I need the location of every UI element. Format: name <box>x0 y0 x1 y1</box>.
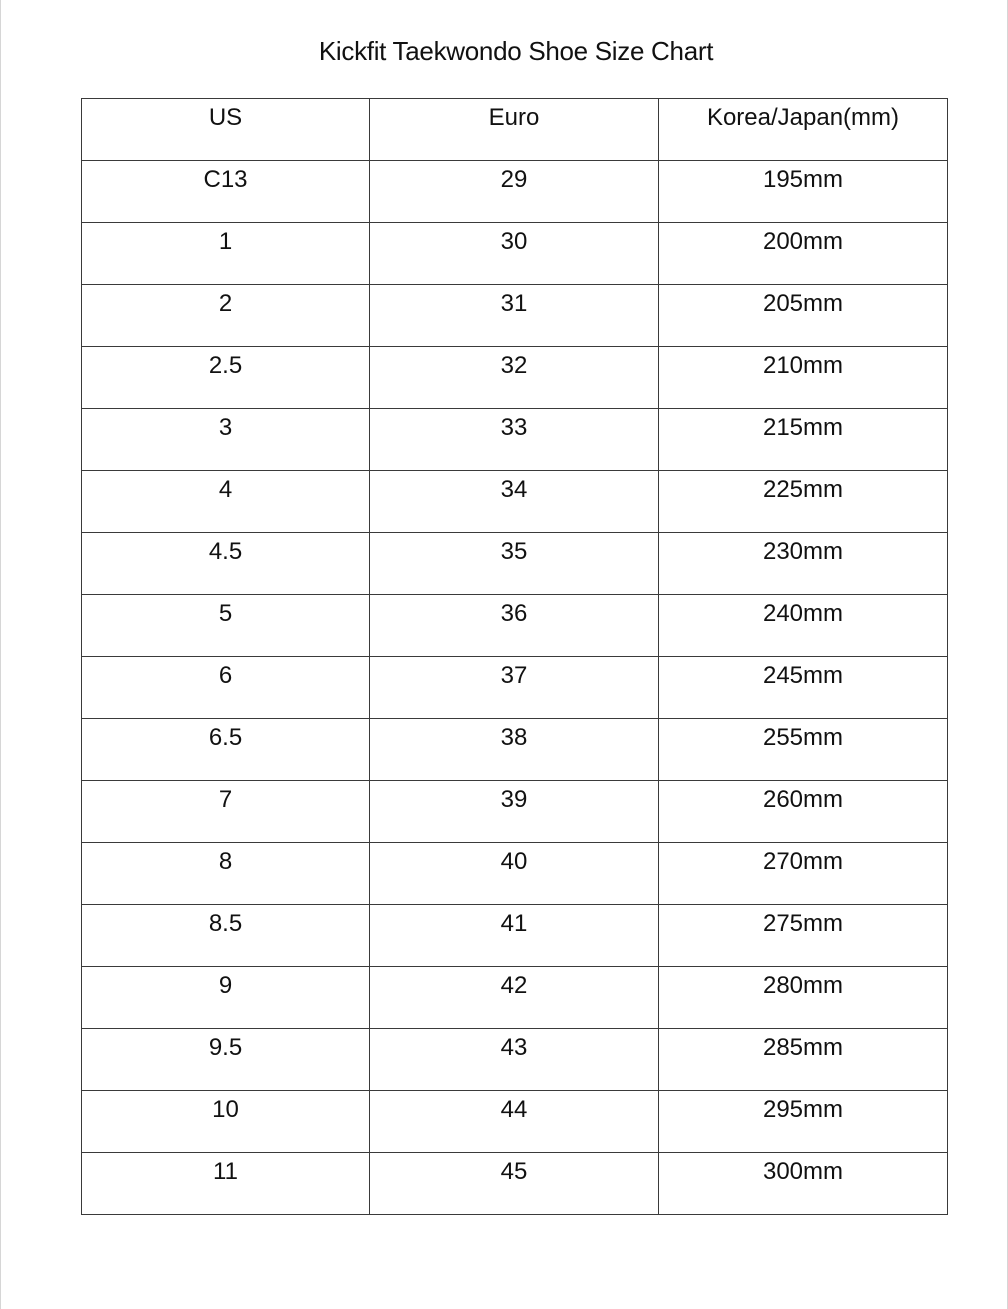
header-us: US <box>82 99 370 161</box>
header-euro: Euro <box>370 99 659 161</box>
korea-japan-size-cell: 230mm <box>659 533 948 595</box>
korea-japan-size-cell: 275mm <box>659 905 948 967</box>
us-size-cell: 8 <box>82 843 370 905</box>
us-size-cell: 1 <box>82 223 370 285</box>
euro-size-cell: 37 <box>370 657 659 719</box>
us-size-cell: 3 <box>82 409 370 471</box>
korea-japan-size-cell: 195mm <box>659 161 948 223</box>
euro-size-cell: 39 <box>370 781 659 843</box>
table-row <box>82 533 948 595</box>
table-row <box>82 471 948 533</box>
korea-japan-size-cell: 300mm <box>659 1153 948 1215</box>
table-row <box>82 161 948 223</box>
table-row <box>82 781 948 843</box>
us-size-cell: 7 <box>82 781 370 843</box>
euro-size-cell: 44 <box>370 1091 659 1153</box>
us-size-cell: 2 <box>82 285 370 347</box>
korea-japan-size-cell: 215mm <box>659 409 948 471</box>
page-title: Kickfit Taekwondo Shoe Size Chart <box>318 36 714 66</box>
korea-japan-size-cell: 200mm <box>659 223 948 285</box>
korea-japan-size-cell: 295mm <box>659 1091 948 1153</box>
table-row <box>82 843 948 905</box>
korea-japan-size-cell: 255mm <box>659 719 948 781</box>
us-size-cell: 2.5 <box>82 347 370 409</box>
table-row <box>82 595 948 657</box>
euro-size-cell: 38 <box>370 719 659 781</box>
header-row <box>82 99 948 161</box>
korea-japan-size-cell: 280mm <box>659 967 948 1029</box>
table-row <box>82 657 948 719</box>
korea-japan-size-cell: 205mm <box>659 285 948 347</box>
euro-size-cell: 40 <box>370 843 659 905</box>
table-row <box>82 409 948 471</box>
us-size-cell: 10 <box>82 1091 370 1153</box>
table-row <box>82 223 948 285</box>
korea-japan-size-cell: 285mm <box>659 1029 948 1091</box>
us-size-cell: C13 <box>82 161 370 223</box>
us-size-cell: 4 <box>82 471 370 533</box>
size-chart-table <box>81 98 948 1215</box>
table-row <box>82 719 948 781</box>
table-row <box>82 347 948 409</box>
korea-japan-size-cell: 210mm <box>659 347 948 409</box>
table-row <box>82 905 948 967</box>
header-korea-japan: Korea/Japan(mm) <box>659 99 948 161</box>
euro-size-cell: 36 <box>370 595 659 657</box>
euro-size-cell: 43 <box>370 1029 659 1091</box>
us-size-cell: 6.5 <box>82 719 370 781</box>
euro-size-cell: 32 <box>370 347 659 409</box>
table-row <box>82 285 948 347</box>
korea-japan-size-cell: 240mm <box>659 595 948 657</box>
us-size-cell: 9 <box>82 967 370 1029</box>
euro-size-cell: 34 <box>370 471 659 533</box>
euro-size-cell: 31 <box>370 285 659 347</box>
us-size-cell: 4.5 <box>82 533 370 595</box>
euro-size-cell: 41 <box>370 905 659 967</box>
euro-size-cell: 29 <box>370 161 659 223</box>
us-size-cell: 11 <box>82 1153 370 1215</box>
table-row <box>82 1091 948 1153</box>
korea-japan-size-cell: 225mm <box>659 471 948 533</box>
korea-japan-size-cell: 260mm <box>659 781 948 843</box>
euro-size-cell: 33 <box>370 409 659 471</box>
euro-size-cell: 30 <box>370 223 659 285</box>
us-size-cell: 9.5 <box>82 1029 370 1091</box>
table-header <box>82 99 948 161</box>
euro-size-cell: 35 <box>370 533 659 595</box>
table-row <box>82 1153 948 1215</box>
us-size-cell: 5 <box>82 595 370 657</box>
table-row <box>82 1029 948 1091</box>
table-body <box>82 161 948 1215</box>
euro-size-cell: 45 <box>370 1153 659 1215</box>
korea-japan-size-cell: 270mm <box>659 843 948 905</box>
us-size-cell: 8.5 <box>82 905 370 967</box>
us-size-cell: 6 <box>82 657 370 719</box>
korea-japan-size-cell: 245mm <box>659 657 948 719</box>
table-row <box>82 967 948 1029</box>
euro-size-cell: 42 <box>370 967 659 1029</box>
